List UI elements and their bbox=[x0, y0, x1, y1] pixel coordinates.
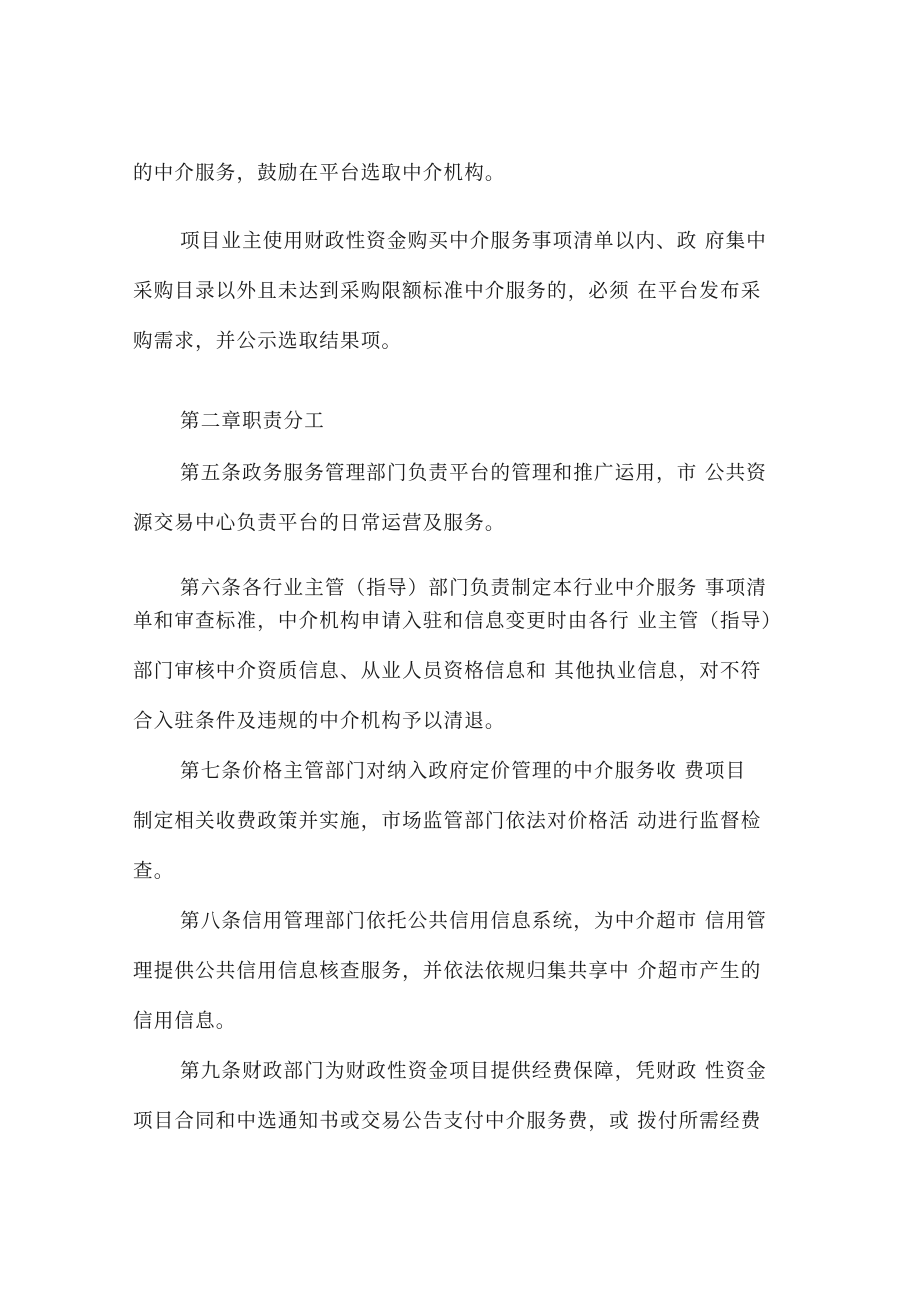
paragraph-line: 第六条各行业主管（指导）部门负责制定本行业中介服务 事项清 bbox=[180, 576, 767, 599]
paragraph-line: 理提供公共信用信息核查服务，并依法依规归集共享中 介超市产生的 bbox=[133, 959, 762, 982]
chapter-heading: 第二章职责分工 bbox=[180, 409, 325, 432]
paragraph-line: 部门审核中介资质信息、从业人员资格信息和 其他执业信息，对不符 bbox=[133, 659, 762, 682]
paragraph-line: 项目合同和中选通知书或交易公告支付中介服务费，或 拨付所需经费 bbox=[133, 1109, 762, 1132]
paragraph-line: 购需求，并公示选取结果项。 bbox=[133, 329, 403, 352]
paragraph-line: 第五条政务服务管理部门负责平台的管理和推广运用，市 公共资 bbox=[180, 461, 767, 484]
paragraph-line: 制定相关收费政策并实施，市场监管部门依法对价格活 动进行监督检 bbox=[133, 809, 762, 832]
paragraph-line: 项目业主使用财政性资金购买中介服务事项清单以内、政 府集中 bbox=[180, 229, 767, 252]
paragraph-line: 第七条价格主管部门对纳入政府定价管理的中介服务收 费项目 bbox=[180, 759, 747, 782]
paragraph-line: 的中介服务，鼓励在平台选取中介机构。 bbox=[133, 161, 506, 184]
paragraph-line: 单和审查标准，中介机构申请入驻和信息变更时由各行 业主管（指导） bbox=[133, 609, 783, 632]
paragraph-line: 采购目录以外且未达到采购限额标准中介服务的，必须 在平台发布采 bbox=[133, 279, 762, 302]
paragraph-line: 查。 bbox=[133, 859, 175, 882]
paragraph-line: 第八条信用管理部门依托公共信用信息系统，为中介超市 信用管 bbox=[180, 909, 767, 932]
paragraph-line: 源交易中心负责平台的日常运营及服务。 bbox=[133, 511, 506, 534]
paragraph-line: 合入驻条件及违规的中介机构予以清退。 bbox=[133, 709, 506, 732]
paragraph-line: 第九条财政部门为财政性资金项目提供经费保障，凭财政 性资金 bbox=[180, 1059, 767, 1082]
paragraph-line: 信用信息。 bbox=[133, 1009, 237, 1032]
